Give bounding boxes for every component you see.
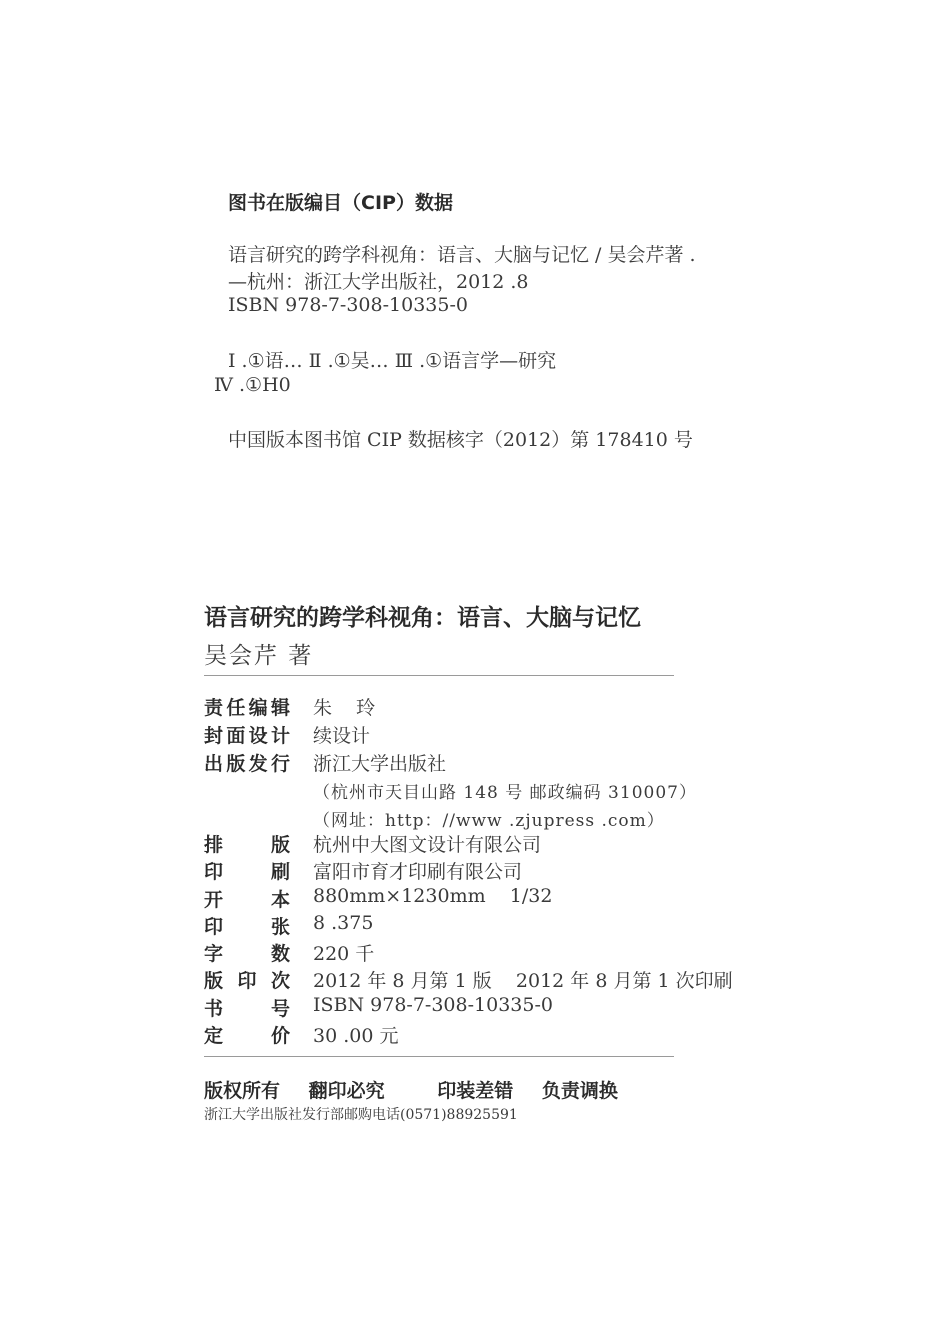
book-author: 吴会芹 著 (204, 643, 314, 669)
detail-value: 220 千 (313, 943, 375, 965)
detail-label: 开本 (204, 889, 290, 911)
cip-line-publisher: —杭州：浙江大学出版社，2012 .8 (228, 271, 529, 293)
divider-bottom (204, 1056, 674, 1057)
cip-line-title: 语言研究的跨学科视角：语言、大脑与记忆 / 吴会芹著 . (228, 244, 696, 266)
detail-value: 续设计 (313, 725, 371, 747)
detail-label: 印刷 (204, 861, 290, 883)
detail-value: 浙江大学出版社 (313, 753, 447, 775)
rights-item: 翻印必究 (308, 1080, 385, 1102)
publisher-address: （杭州市天目山路 148 号 邮政编码 310007） (313, 783, 697, 803)
mail-order-phone: 浙江大学出版社发行部邮购电话(0571)88925591 (204, 1107, 518, 1123)
rights-item: 印装差错 (437, 1080, 514, 1102)
cip-line-isbn: ISBN 978-7-308-10335-0 (228, 294, 468, 316)
detail-value: 8 .375 (313, 912, 374, 934)
detail-label: 定价 (204, 1025, 290, 1047)
rights-item: 版权所有 (204, 1080, 281, 1102)
detail-label: 版印次 (204, 970, 290, 992)
detail-value: 880mm×1230mm 1/32 (313, 885, 553, 907)
detail-label: 印张 (204, 916, 290, 938)
detail-value: 2012 年 8 月第 1 版 2012 年 8 月第 1 次印刷 (313, 970, 733, 992)
detail-value: 杭州中大图文设计有限公司 (313, 834, 542, 856)
cip-heading: 图书在版编目（CIP）数据 (228, 192, 453, 214)
book-title: 语言研究的跨学科视角：语言、大脑与记忆 (204, 605, 641, 631)
detail-label: 出版发行 (204, 753, 290, 775)
detail-value: ISBN 978-7-308-10335-0 (313, 994, 553, 1016)
detail-label: 字数 (204, 943, 290, 965)
cip-line-record-number: 中国版本图书馆 CIP 数据核字（2012）第 178410 号 (228, 429, 693, 451)
rights-notice (204, 1076, 640, 1103)
detail-value: 朱 玲 (313, 697, 376, 719)
cip-line-classification: Ⅰ .①语… Ⅱ .①吴… Ⅲ .①语言学—研究 (228, 350, 557, 372)
divider-top (204, 675, 674, 676)
detail-value: 30 .00 元 (313, 1025, 399, 1047)
detail-label: 书号 (204, 998, 290, 1020)
publisher-website: （网址：http：//www .zjupress .com） (313, 811, 665, 831)
detail-label: 责任编辑 (204, 697, 290, 719)
detail-value: 富阳市育才印刷有限公司 (313, 861, 523, 883)
detail-label: 封面设计 (204, 725, 290, 747)
rights-item: 负责调换 (541, 1080, 618, 1102)
detail-label: 排版 (204, 834, 290, 856)
cip-line-classification-code: Ⅳ .①H0 (214, 374, 291, 396)
